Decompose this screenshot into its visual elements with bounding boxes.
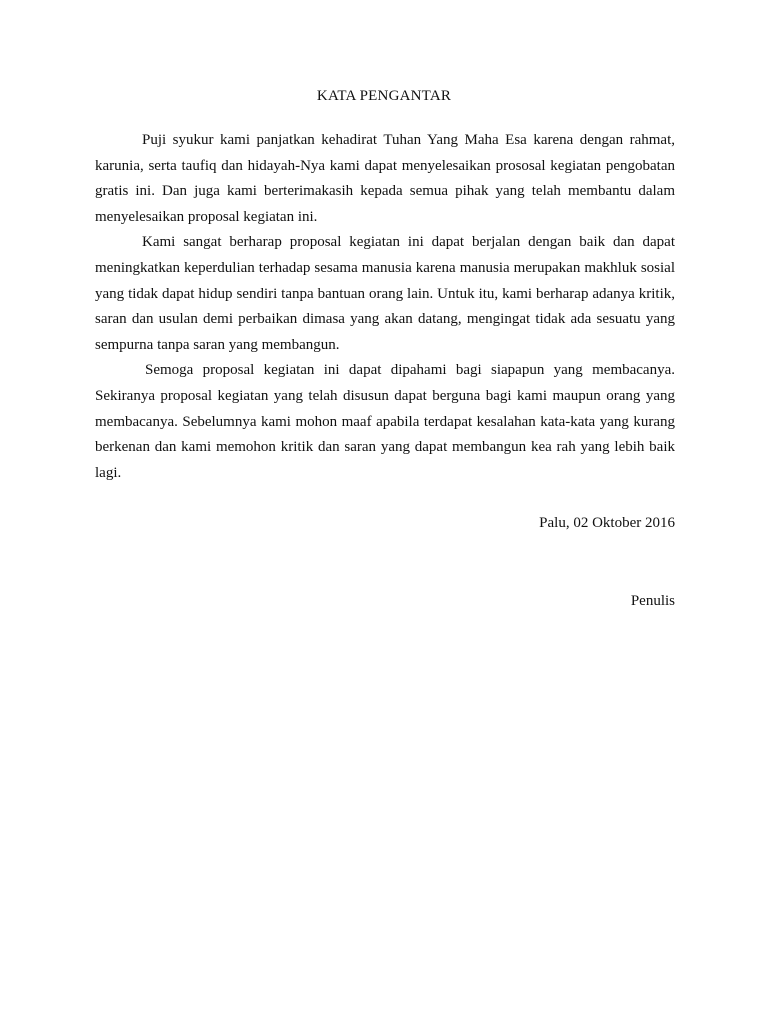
- place-date: Palu, 02 Oktober 2016: [539, 515, 675, 531]
- paragraph-1: Puji syukur kami panjatkan kehadirat Tuhan Yang Maha Esa karena dengan rahmat, karunia, serta taufiq dan hidayah-Nya kami dapat menyelesaikan prososal kegiatan pengobatan gratis ini. Dan juga kami berterimakasih kepada semua pihak yang telah membantu dalam menyelesaikan proposal kegiatan ini.: [95, 132, 675, 225]
- author-signoff: Penulis: [630, 593, 675, 609]
- document-body: [95, 128, 675, 486]
- paragraph-2: Kami sangat berharap proposal kegiatan ini dapat berjalan dengan baik dan dapat meningkatkan keperdulian terhadap sesama manusia karena manusia merupakan makhluk sosial yang tidak dapat hidup sendiri tanpa bantuan orang lain. Untuk itu, kami berharap adanya kritik, saran dan usulan demi perbaikan dimasa yang akan datang, mengingat tidak ada sesuatu yang sempurna tanpa saran yang membangun.: [95, 234, 675, 353]
- page-title: KATA PENGANTAR: [316, 88, 452, 104]
- paragraph-3: Semoga proposal kegiatan ini dapat dipahami bagi siapapun yang membacanya. Sekiranya proposal kegiatan yang telah disusun dapat berguna bagi kami maupun orang yang membacanya. Sebelumnya kami mohon maaf apabila terdapat kesalahan kata-kata yang kurang berkenan dan kami memohon kritik dan saran yang dapat membangun kea rah yang lebih baik lagi.: [95, 362, 675, 481]
